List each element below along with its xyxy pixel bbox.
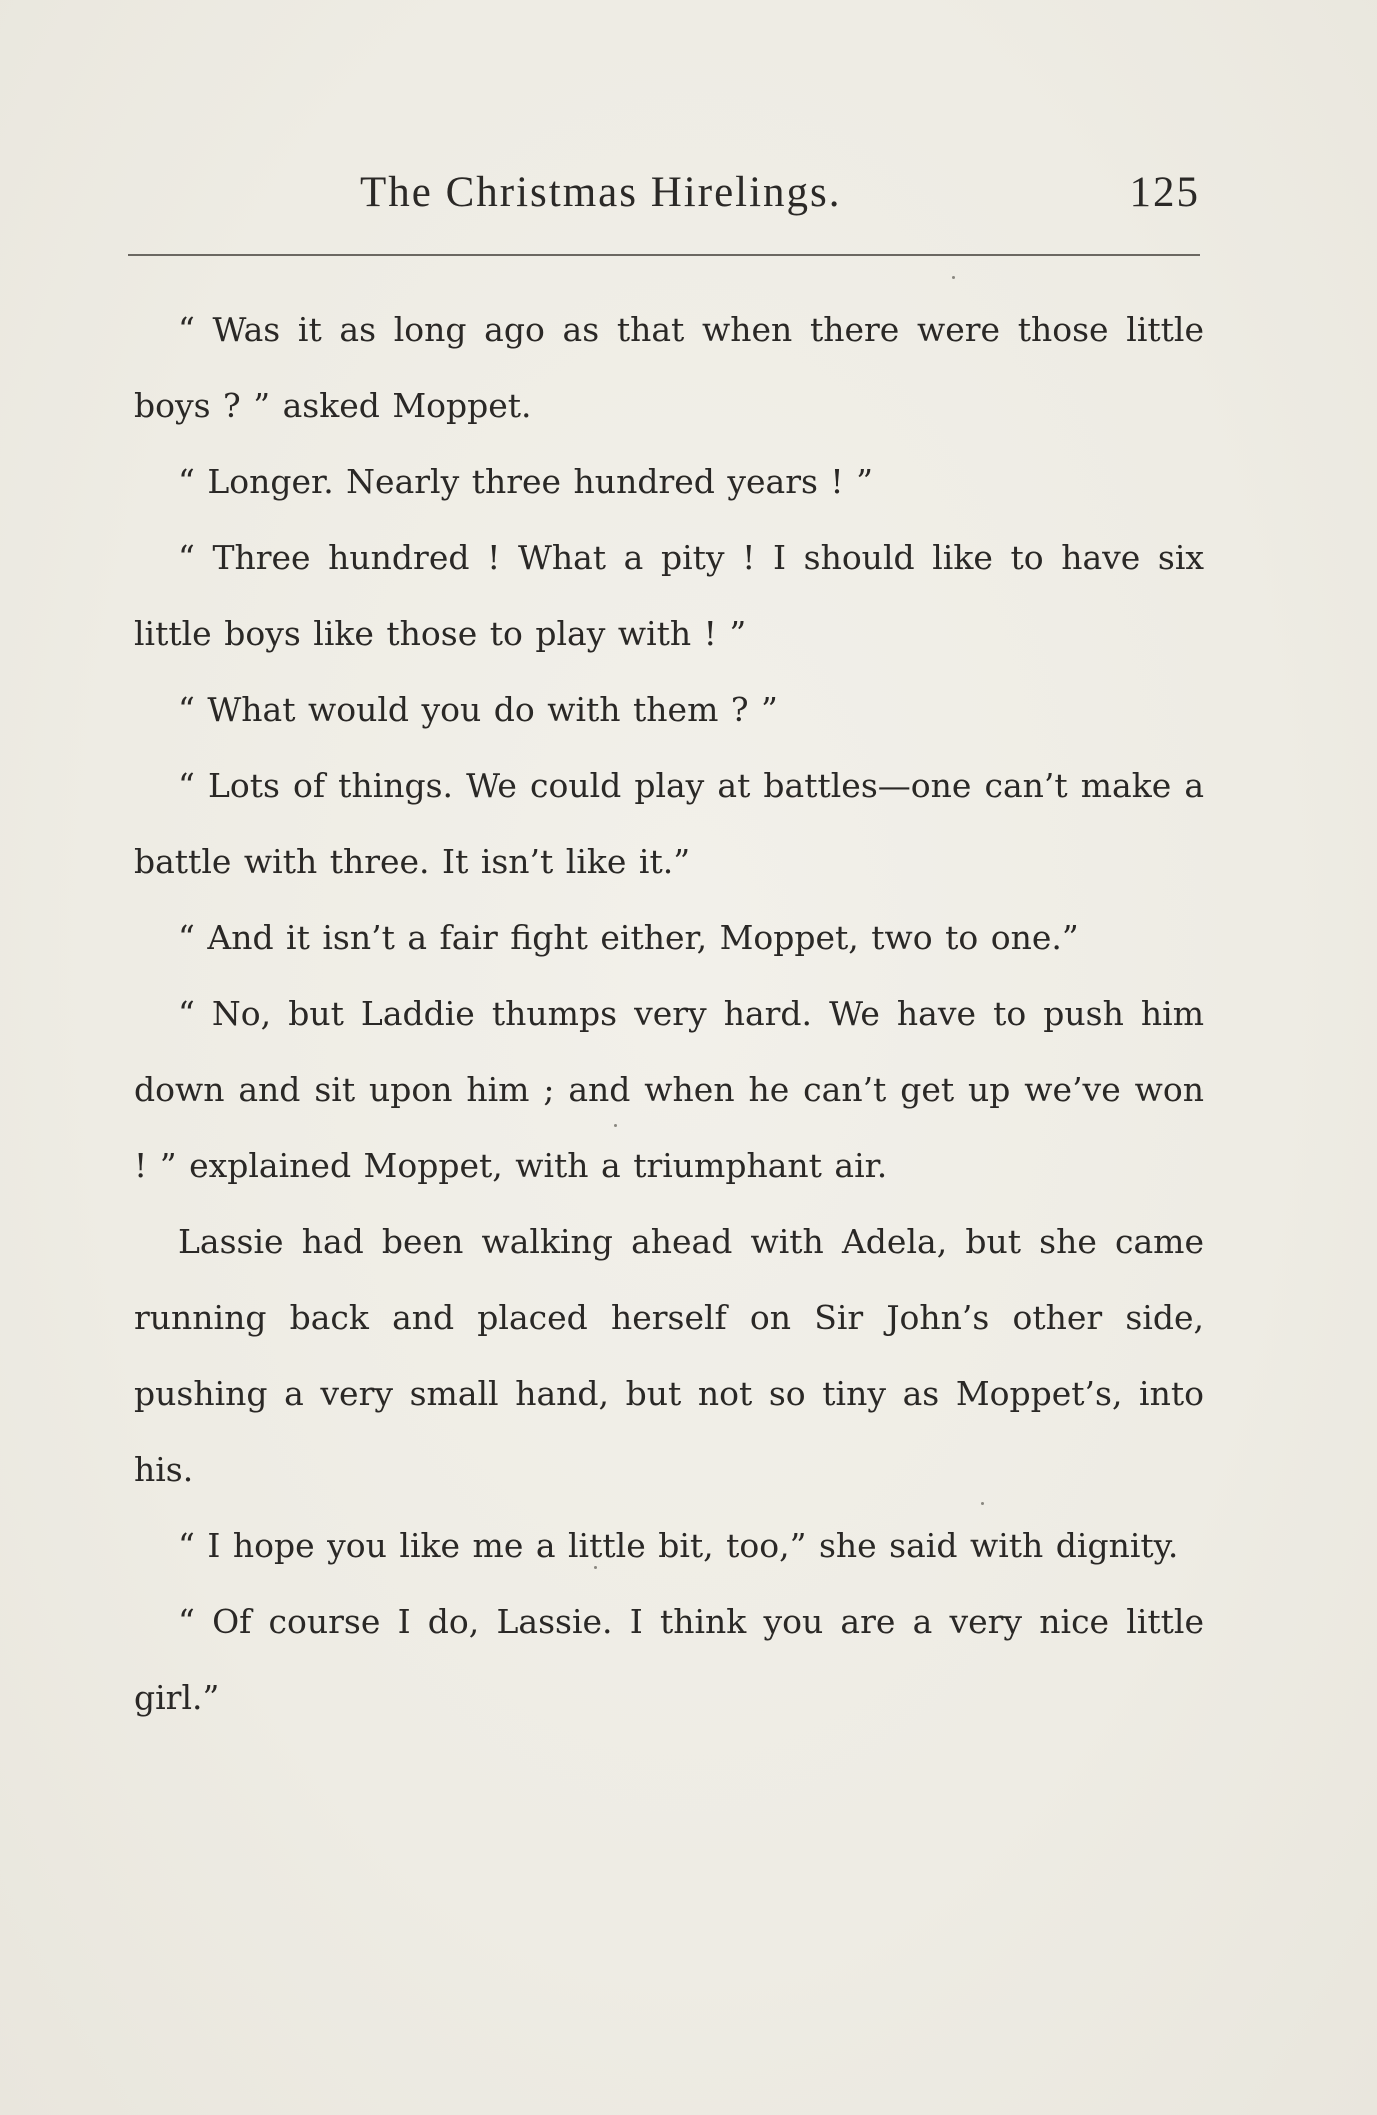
page-number: 125 [1129,169,1200,216]
paragraph: “ And it isn’t a fair fight either, Moppet, two to one.” [178,918,1079,957]
running-title: The Christmas Hirelings. [360,169,842,216]
body-text [134,292,1204,1736]
paragraph: “ I hope you like me a little bit, too,” she said with dignity. [178,1526,1179,1565]
paper-speck [952,276,955,279]
paragraph: “ Three hundred ! What a pity ! I should like to have six little boys like those to play with ! ” [134,538,1204,653]
paragraph: Lassie had been walking ahead with Adela, but she came running back and placed herself on Sir John’s other side, pushing a very small hand, but not so tiny as Moppet’s, into his. [134,1222,1204,1489]
paragraph: “ No, but Laddie thumps very hard. We have to push him down and sit upon him ; and when he can’t get up we’ve won ! ” explained Moppet, with a triumphant air. [134,994,1204,1185]
paper-speck [981,1502,984,1505]
paper-speck [594,1566,597,1569]
paragraph: “ Was it as long ago as that when there were those little boys ? ” asked Moppet. [134,310,1204,425]
header-rule [128,254,1200,256]
paragraph: “ Lots of things. We could play at battles—one can’t make a battle with three. It isn’t like it.” [134,766,1204,881]
paragraph: “ What would you do with them ? ” [178,690,778,729]
paragraph: “ Of course I do, Lassie. I think you are a very nice little girl.” [134,1602,1204,1717]
paper-speck [614,1124,617,1127]
paragraph: “ Longer. Nearly three hundred years ! ” [178,462,874,501]
page-header [128,168,1200,228]
